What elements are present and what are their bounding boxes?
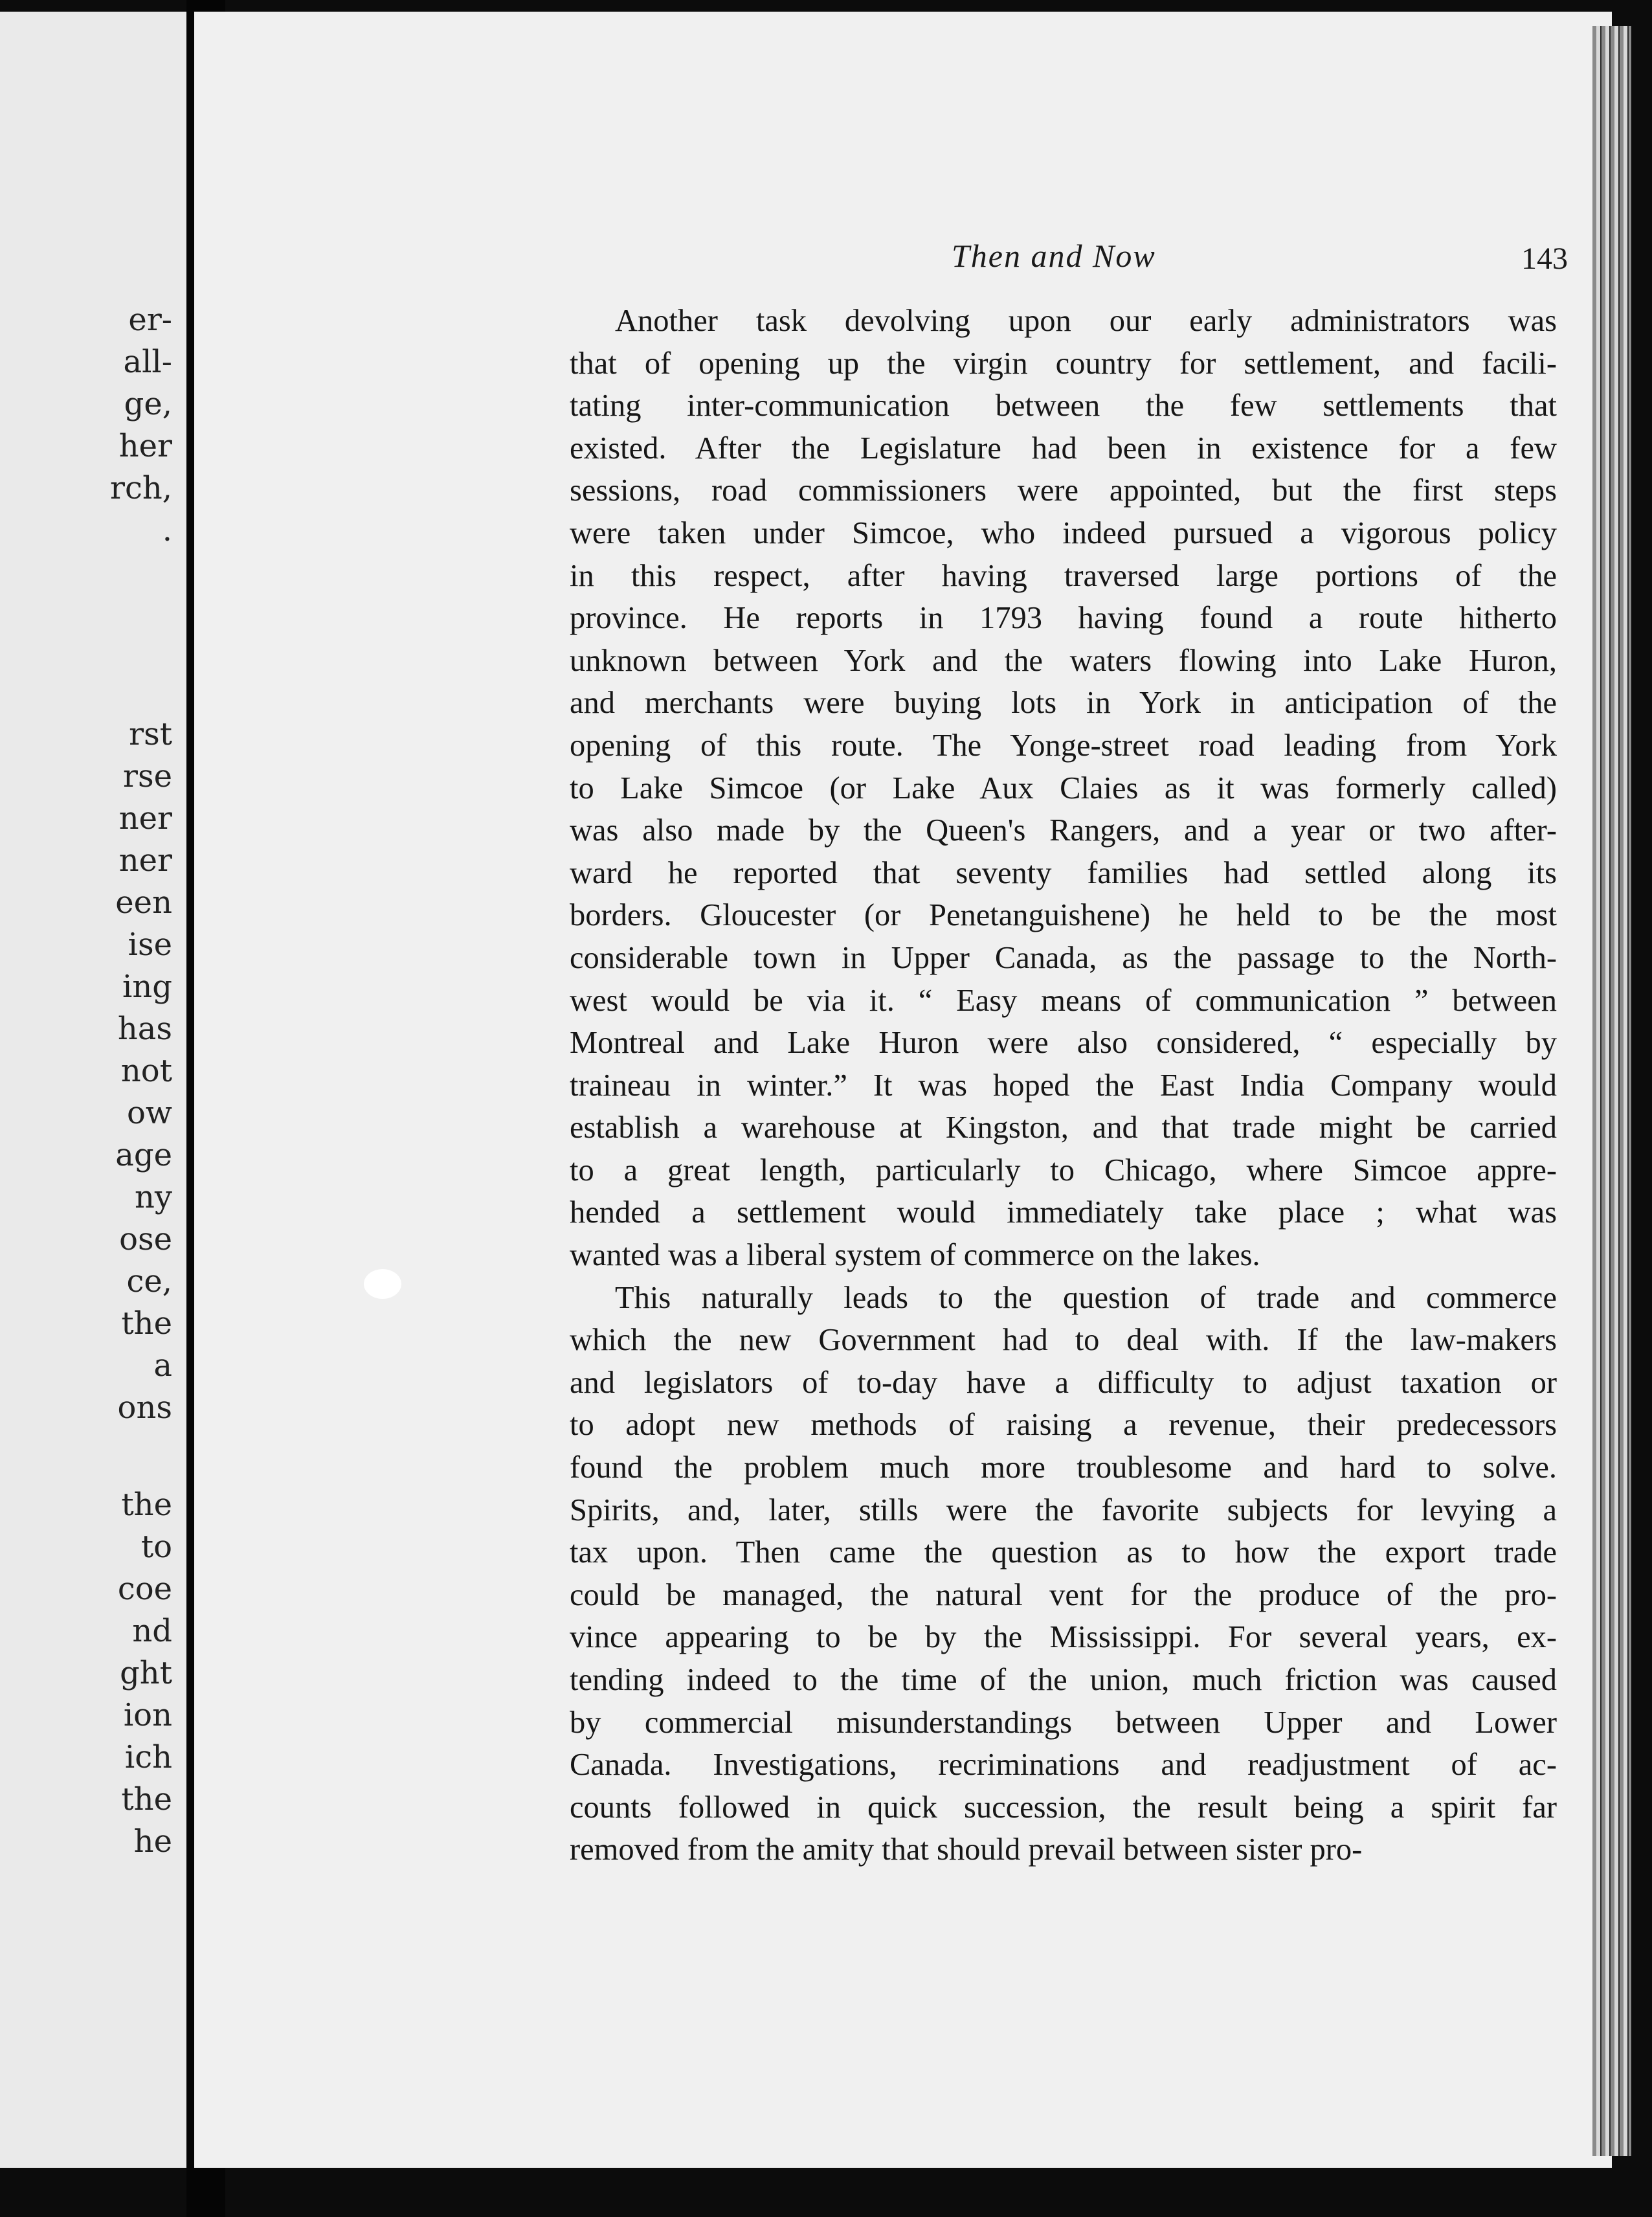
text-line: west would be via it. “ Easy means of communication ” between bbox=[570, 983, 1557, 1018]
text-line: in this respect, after having traversed large portions of the bbox=[570, 558, 1557, 593]
left-page-fragment: her bbox=[118, 428, 172, 464]
text-line: hended a settlement would immediately take place ; what was bbox=[570, 1195, 1557, 1230]
left-page-fragment: ise bbox=[128, 927, 172, 963]
left-page-fragment: has bbox=[117, 1011, 172, 1047]
text-line: unknown between York and the waters flowing into Lake Huron, bbox=[570, 643, 1557, 678]
running-title: Then and Now bbox=[952, 238, 1156, 274]
text-line: was also made by the Queen's Rangers, and a year or two after- bbox=[570, 813, 1557, 848]
left-page-fragment: rse bbox=[123, 758, 172, 794]
left-facing-page bbox=[0, 12, 186, 2168]
left-page-fragment: ow bbox=[127, 1095, 172, 1131]
left-page-fragment: coe bbox=[117, 1571, 172, 1607]
left-page-fragment: er- bbox=[128, 302, 172, 338]
left-page-fragment: ing bbox=[122, 969, 172, 1005]
text-line: by commercial misunderstandings between Upper and Lower bbox=[570, 1705, 1557, 1740]
text-line: were taken under Simcoe, who indeed pursued a vigorous policy bbox=[570, 515, 1557, 550]
text-line: wanted was a liberal system of commerce on the lakes. bbox=[570, 1238, 1260, 1273]
left-page-fragment: ion bbox=[123, 1697, 172, 1733]
text-line: establish a warehouse at Kingston, and that trade might be carried bbox=[570, 1110, 1557, 1145]
page-number: 143 bbox=[1521, 242, 1568, 276]
left-page-fragment: not bbox=[120, 1053, 172, 1089]
left-page-fragment: ons bbox=[117, 1390, 172, 1426]
text-line: which the new Government had to deal with. If the law-makers bbox=[570, 1323, 1557, 1358]
left-page-fragment: rch, bbox=[110, 470, 172, 506]
left-page-fragment: ner bbox=[118, 842, 172, 879]
text-line: tending indeed to the time of the union, much friction was caused bbox=[570, 1663, 1557, 1697]
left-page-fragment: he bbox=[133, 1823, 172, 1860]
text-line: vince appearing to be by the Mississippi. For several years, ex- bbox=[570, 1620, 1557, 1655]
text-line: to a great length, particularly to Chicago, where Simcoe appre- bbox=[570, 1153, 1557, 1187]
text-line: to adopt new methods of raising a revenue, their predecessors bbox=[570, 1408, 1557, 1443]
left-page-fragment: nd bbox=[132, 1613, 172, 1649]
text-line: Spirits, and, later, stills were the favorite subjects for levying a bbox=[570, 1492, 1557, 1527]
text-line: sessions, road commissioners were appointed, but the first steps bbox=[570, 473, 1557, 508]
paper-blemish bbox=[364, 1269, 401, 1299]
left-page-fragment: ge, bbox=[124, 386, 172, 422]
left-page-fragment: a bbox=[153, 1347, 172, 1384]
left-page-fragment: the bbox=[121, 1305, 172, 1342]
left-page-fragment: age bbox=[115, 1137, 172, 1173]
text-line: counts followed in quick succession, the result being a spirit far bbox=[570, 1790, 1557, 1825]
text-line: borders. Gloucester (or Penetanguishene) he held to be the most bbox=[570, 898, 1557, 933]
text-line: existed. After the Legislature had been in existence for a few bbox=[570, 431, 1557, 466]
text-line: traineau in winter.” It was hoped the East India Company would bbox=[570, 1068, 1557, 1103]
text-line: tating inter-communication between the few settlements that bbox=[570, 388, 1557, 423]
left-page-fragment: ny bbox=[134, 1179, 172, 1215]
text-line: found the problem much more troublesome and hard to solve. bbox=[570, 1450, 1557, 1485]
text-line: tax upon. Then came the question as to how the export trade bbox=[570, 1535, 1557, 1570]
left-page-fragment: the bbox=[121, 1487, 172, 1523]
text-line: province. He reports in 1793 having found a route hitherto bbox=[570, 601, 1557, 636]
left-page-fragment: ce, bbox=[126, 1263, 172, 1300]
text-line: removed from the amity that should prevail between sister pro- bbox=[570, 1832, 1363, 1867]
left-page-fragment: ght bbox=[120, 1655, 172, 1691]
text-line: ward he reported that seventy families had settled along its bbox=[570, 855, 1557, 890]
text-line: This naturally leads to the question of trade and commerce bbox=[615, 1280, 1557, 1315]
text-line: that of opening up the virgin country for settlement, and facili- bbox=[570, 346, 1557, 381]
left-page-fragment: to bbox=[140, 1529, 172, 1565]
text-line: and legislators of to-day have a difficulty to adjust taxation or bbox=[570, 1365, 1557, 1400]
left-page-fragment: ose bbox=[119, 1221, 172, 1257]
left-page-fragment: the bbox=[121, 1781, 172, 1817]
left-page-fragment: all- bbox=[123, 344, 172, 380]
text-line: Another task devolving upon our early administrators was bbox=[615, 304, 1557, 338]
left-page-fragment: rst bbox=[129, 716, 172, 752]
text-line: Canada. Investigations, recriminations and readjustment of ac- bbox=[570, 1748, 1557, 1783]
text-line: and merchants were buying lots in York in anticipation of the bbox=[570, 686, 1557, 721]
page-edges bbox=[1592, 26, 1631, 2156]
text-line: to Lake Simcoe (or Lake Aux Claies as it was formerly called) bbox=[570, 771, 1557, 805]
left-page-fragment: . bbox=[162, 512, 172, 548]
right-page bbox=[194, 12, 1612, 2168]
left-page-fragment: ich bbox=[124, 1739, 172, 1775]
text-line: Montreal and Lake Huron were also considered, “ especially by bbox=[570, 1026, 1557, 1061]
text-line: could be managed, the natural vent for the produce of the pro- bbox=[570, 1577, 1557, 1612]
body-text bbox=[570, 300, 1557, 1871]
text-line: opening of this route. The Yonge-street road leading from York bbox=[570, 728, 1557, 763]
text-line: considerable town in Upper Canada, as the passage to the North- bbox=[570, 940, 1557, 975]
left-page-fragment: ner bbox=[118, 800, 172, 837]
left-page-fragment: een bbox=[115, 884, 172, 921]
